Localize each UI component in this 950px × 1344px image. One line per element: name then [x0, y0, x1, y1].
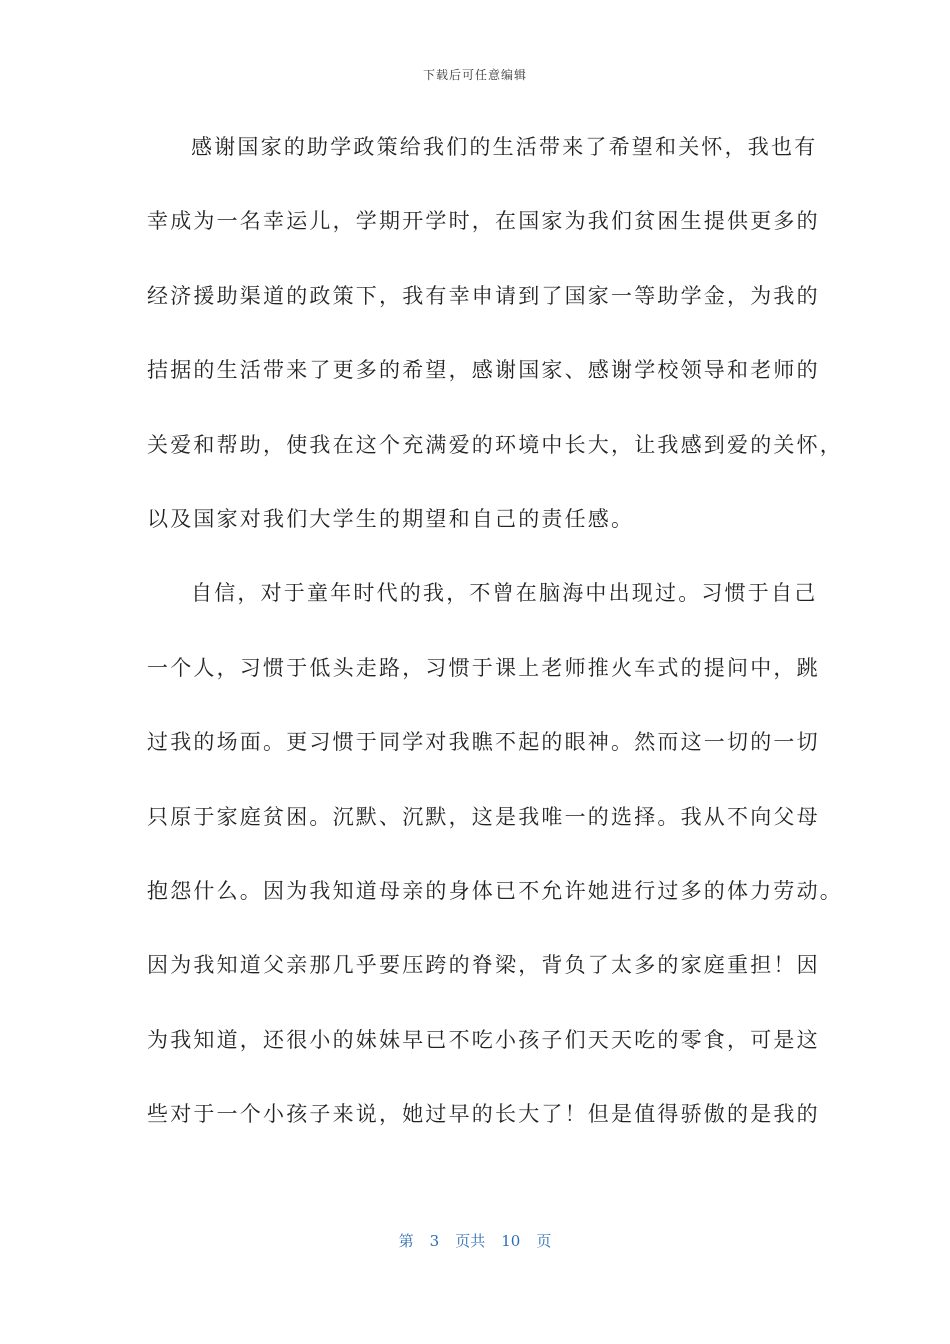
- paragraph-1-line-2: 幸成为一名幸运儿，学期开学时，在国家为我们贫困生提供更多的: [147, 209, 820, 234]
- page-footer: [0, 1230, 950, 1251]
- paragraph-1-line-6: 以及国家对我们大学生的期望和自己的责任感。: [147, 506, 635, 531]
- footer-middle: 页共: [455, 1232, 486, 1250]
- paragraph-2-line-8: 些对于一个小孩子来说，她过早的长大了！但是值得骄傲的是我的: [147, 1102, 820, 1127]
- paragraph-2-line-5: 抱怨什么。因为我知道母亲的身体已不允许她进行过多的体力劳动。: [147, 878, 843, 903]
- page-header: 下载后可任意编辑: [422, 68, 527, 82]
- paragraph-1-line-3: 经济援助渠道的政策下，我有幸申请到了国家一等助学金，为我的: [147, 283, 820, 308]
- paragraph-2-line-2: 一个人，习惯于低头走路，习惯于课上老师推火车式的提问中，跳: [147, 655, 820, 680]
- paragraph-2-line-3: 过我的场面。更习惯于同学对我瞧不起的眼神。然而这一切的一切: [147, 730, 820, 755]
- paragraph-1-line-1: 感谢国家的助学政策给我们的生活带来了希望和关怀，我也有: [191, 135, 818, 159]
- paragraph-2-line-4: 只原于家庭贫困。沉默、沉默，这是我唯一的选择。我从不向父母: [147, 804, 820, 829]
- footer-page-number: 3: [429, 1232, 440, 1250]
- footer-suffix: 页: [536, 1232, 552, 1250]
- paragraph-2-line-1: 自信，对于童年时代的我，不曾在脑海中出现过。习惯于自己: [191, 581, 818, 606]
- footer-total-pages: 10: [501, 1232, 521, 1250]
- paragraph-1-line-4: 拮据的生活带来了更多的希望，感谢国家、感谢学校领导和老师的: [147, 358, 820, 383]
- paragraph-2-line-6: 因为我知道父亲那几乎要压跨的脊梁，背负了太多的家庭重担！因: [147, 953, 820, 978]
- paragraph-1-line-5: 关爱和帮助，使我在这个充满爱的环境中长大，让我感到爱的关怀，: [147, 432, 843, 457]
- document-body: [147, 128, 843, 1169]
- paragraph-2-line-7: 为我知道，还很小的妹妹早已不吃小孩子们天天吃的零食，可是这: [147, 1027, 820, 1052]
- footer-prefix: 第: [398, 1232, 414, 1250]
